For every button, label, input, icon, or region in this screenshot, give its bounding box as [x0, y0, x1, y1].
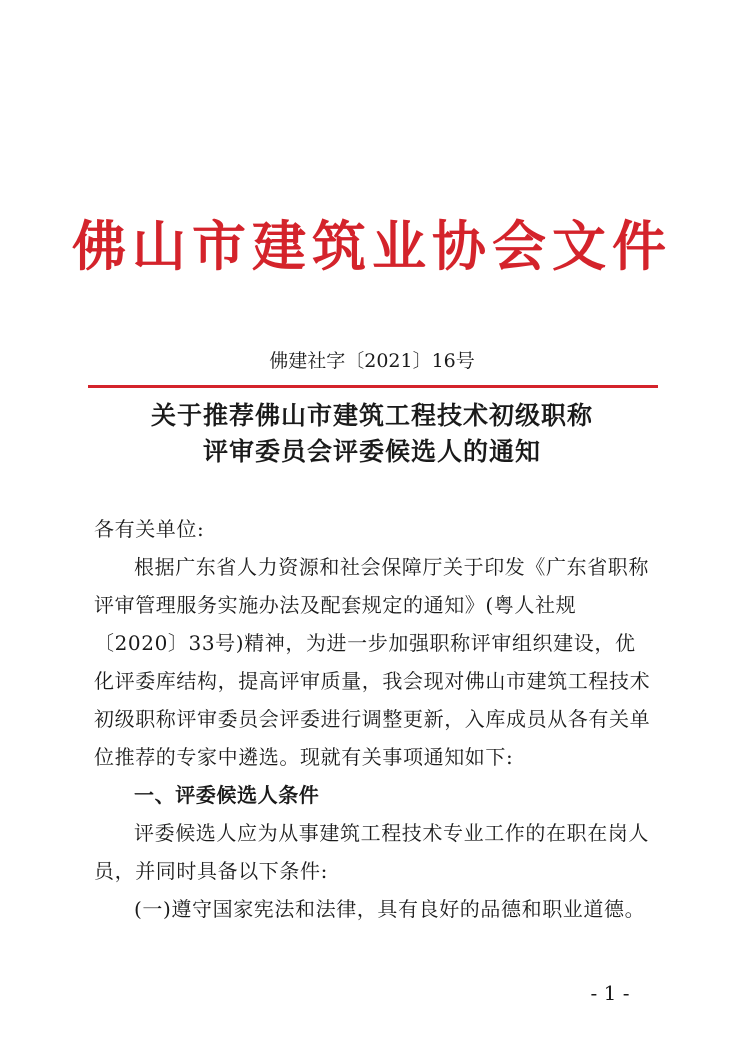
document-number: 佛建社字〔2021〕16号: [269, 350, 475, 372]
paragraph-intro: 根据广东省人力资源和社会保障厅关于印发《广东省职称评审管理服务实施办法及配套规定的通知》(粤人社规〔2020〕33号)精神，为进一步加强职称评审组织建设，优化评委库结构，提高评审质量，我会现对佛山市建筑工程技术初级职称评审委员会评委进行调整更新，入库成员从各有关单位推荐的专家中遴选。现就有关事项通知如下:: [94, 555, 651, 769]
masthead-title: 佛山市建筑业协会文件: [72, 214, 672, 278]
document-title-line-2: 评审委员会评委候选人的通知: [202, 437, 541, 466]
salutation: 各有关单位:: [94, 517, 205, 541]
document-title-line-1: 关于推荐佛山市建筑工程技术初级职称: [150, 401, 593, 430]
document-body: [94, 510, 654, 928]
paragraph-candidate-requirements: 评委候选人应为从事建筑工程技术专业工作的在职在岗人员，并同时具备以下条件:: [94, 821, 649, 883]
section-heading-candidate-conditions: 一、评委候选人条件: [134, 783, 320, 807]
page-number: - 1 -: [590, 981, 630, 1005]
condition-item-1: (一)遵守国家宪法和法律，具有良好的品德和职业道德。: [134, 897, 646, 921]
document-title: [60, 398, 684, 470]
red-divider-rule: [88, 385, 658, 388]
